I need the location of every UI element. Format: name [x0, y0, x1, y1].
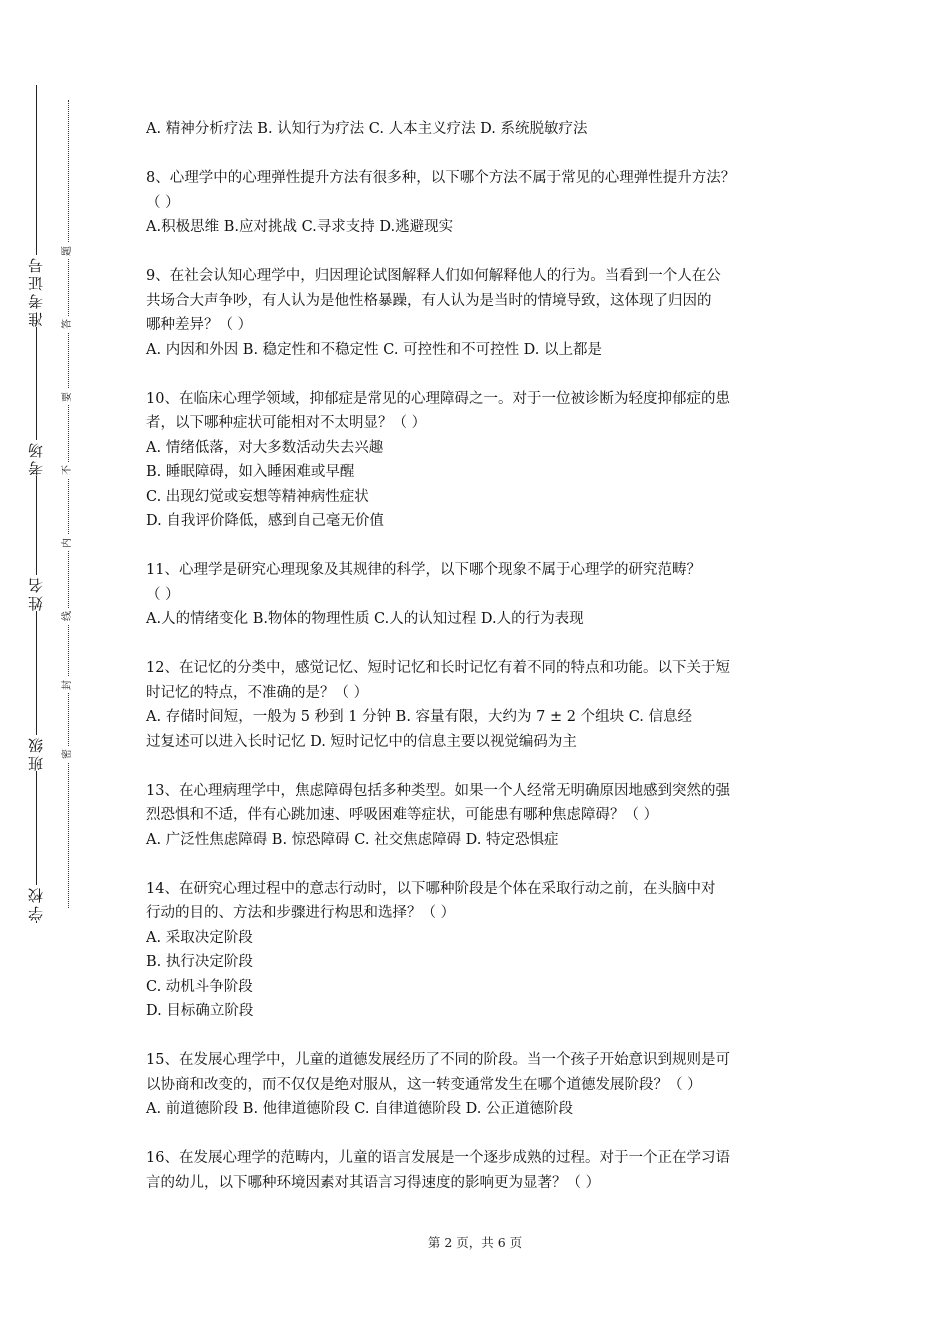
question-text: 11、心理学是研究心理现象及其规律的科学，以下哪个现象不属于心理学的研究范畴？: [146, 562, 701, 578]
question-7-options: [146, 117, 822, 142]
option-line: C. 动机斗争阶段: [146, 978, 253, 995]
question-text: 8、心理学中的心理弹性提升方法有很多种，以下哪个方法不属于常见的心理弹性提升方法？: [146, 170, 736, 186]
question-15: [146, 1048, 822, 1122]
question-14: [146, 877, 822, 1024]
option-line: A.积极思维 B.应对挑战 C.寻求支持 D.逃避现实: [146, 219, 454, 235]
question-13: [146, 779, 822, 853]
question-text: 15、在发展心理学中，儿童的道德发展经历了不同的阶段。当一个孩子开始意识到规则是可: [146, 1052, 730, 1068]
question-text: 16、在发展心理学的范畴内，儿童的语言发展是一个逐步成熟的过程。对于一个正在学习语: [146, 1150, 730, 1166]
seal-char: 内: [60, 535, 76, 551]
seal-char: 不: [60, 462, 76, 478]
seal-dotted-line: [68, 100, 69, 908]
question-12: [146, 656, 822, 754]
question-text: 言的幼儿，以下哪种环境因素对其语言习得速度的影响更为显著？（ ）: [146, 1174, 601, 1191]
question-text: （ ）: [146, 194, 180, 211]
binding-line: [36, 85, 37, 923]
question-10: [146, 387, 822, 534]
seal-char: 线: [60, 608, 76, 624]
option-line: A. 前道德阶段 B. 他律道德阶段 C. 自律道德阶段 D. 公正道德阶段: [146, 1101, 574, 1117]
page-footer: 第 2 页，共 6 页: [427, 1235, 523, 1250]
question-text: 者，以下哪种症状可能相对不太明显？（ ）: [146, 415, 427, 431]
option-line: A. 存储时间短，一般为 5 秒到 1 分钟 B. 容量有限，大约为 7 ± 2 个组块 C. 信息经: [146, 709, 692, 725]
seal-char: 题: [60, 243, 76, 259]
question-text: 9、在社会认知心理学中，归因理论试图解释人们如何解释他人的行为。当看到一个人在公: [146, 268, 721, 284]
option-line: A. 内因和外因 B. 稳定性和不稳定性 C. 可控性和不可控性 D. 以上都是: [146, 341, 603, 358]
seal-char: 要: [60, 389, 76, 405]
exam-room-field-label: 考场: [22, 440, 50, 476]
question-list: [146, 117, 822, 1220]
question-text: 12、在记忆的分类中，感觉记忆、短时记忆和长时记忆有着不同的特点和功能。以下关于短: [146, 660, 730, 676]
question-text: 以协商和改变的，而不仅仅是绝对服从，这一转变通常发生在哪个道德发展阶段？（ ）: [146, 1076, 702, 1093]
option-line: A.人的情绪变化 B.物体的物理性质 C.人的认知过程 D.人的行为表现: [146, 611, 584, 627]
option-line: D. 自我评价降低，感到自己毫无价值: [146, 513, 384, 529]
option-line: A. 精神分析疗法 B. 认知行为疗法 C. 人本主义疗法 D. 系统脱敏疗法: [146, 121, 588, 137]
seal-char: 封: [60, 677, 76, 693]
question-text: 13、在心理病理学中，焦虑障碍包括多种类型。如果一个人经常无明确原因地感到突然的强: [146, 782, 730, 799]
question-text: 时记忆的特点，不准确的是？（ ）: [146, 684, 369, 701]
question-16: [146, 1146, 822, 1195]
question-text: 烈恐惧和不适，伴有心跳加速、呼吸困难等症状，可能患有哪种焦虑障碍？（ ）: [146, 807, 659, 823]
seal-char: 答: [60, 316, 76, 332]
exam-number-field-label: 准考证号: [22, 255, 50, 327]
option-line: A. 情绪低落，对大多数活动失去兴趣: [146, 439, 384, 456]
question-text: 14、在研究心理过程中的意志行动时，以下哪种阶段是个体在采取行动之前，在头脑中对: [146, 880, 716, 897]
option-line: A. 广泛性焦虑障碍 B. 惊恐障碍 C. 社交焦虑障碍 D. 特定恐惧症: [146, 831, 559, 848]
question-text: 共场合大声争吵，有人认为是他性格暴躁，有人认为是当时的情境导致，这体现了归因的: [146, 292, 712, 309]
option-line: B. 睡眠障碍，如入睡困难或早醒: [146, 464, 355, 480]
question-text: 行动的目的、方法和步骤进行构思和选择？（ ）: [146, 905, 456, 921]
question-8: [146, 166, 822, 240]
question-9: [146, 264, 822, 362]
option-line: A. 采取决定阶段: [146, 929, 253, 946]
seal-char: 密: [60, 746, 76, 762]
question-11: [146, 558, 822, 632]
option-line: 过复述可以进入长时记忆 D. 短时记忆中的信息主要以视觉编码为主: [146, 733, 577, 750]
question-text: 10、在临床心理学领域，抑郁症是常见的心理障碍之一。对于一位被诊断为轻度抑郁症的患: [146, 390, 730, 407]
name-field-label: 姓名: [22, 575, 50, 611]
option-line: D. 目标确立阶段: [146, 1003, 254, 1019]
question-text: 哪种差异？（ ）: [146, 317, 253, 333]
class-field-label: 班级: [22, 735, 50, 771]
question-text: （ ）: [146, 586, 180, 603]
school-field-label: 学校: [22, 885, 50, 921]
option-line: C. 出现幻觉或妄想等精神病性症状: [146, 488, 369, 505]
option-line: B. 执行决定阶段: [146, 954, 253, 970]
